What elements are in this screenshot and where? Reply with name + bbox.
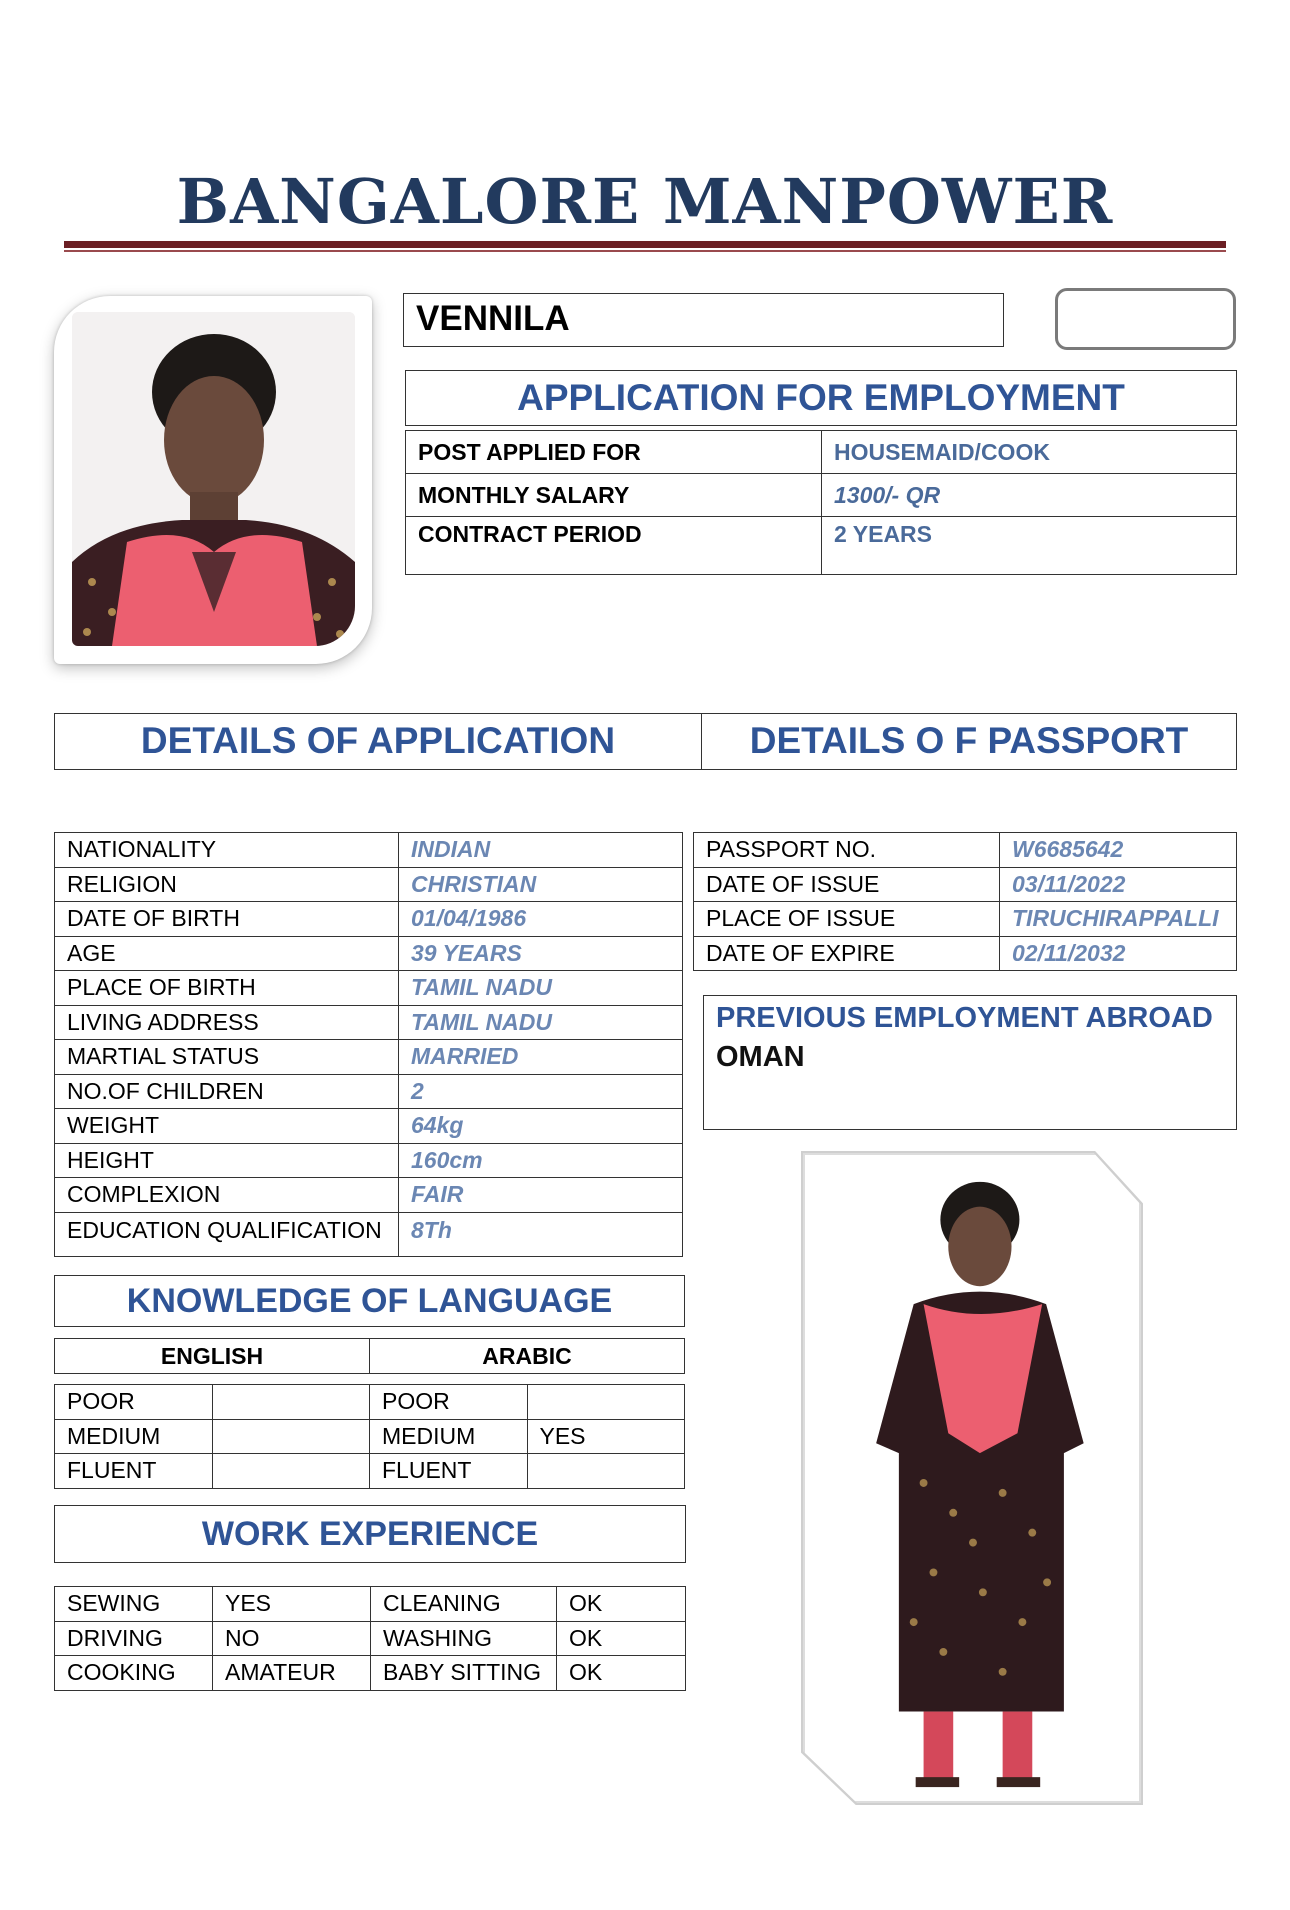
table-row <box>55 1074 683 1109</box>
post-label: POST APPLIED FOR <box>406 431 822 474</box>
language-heading: KNOWLEDGE OF LANGUAGE <box>54 1275 685 1327</box>
detail-label: MARTIAL STATUS <box>55 1040 399 1075</box>
table-row <box>55 1656 686 1691</box>
table-row <box>55 1385 685 1420</box>
table-row <box>55 902 683 937</box>
previous-employment-label: PREVIOUS EMPLOYMENT ABROAD <box>716 1002 1213 1034</box>
contract-value: 2 YEARS <box>822 517 1237 575</box>
arabic-header: ARABIC <box>370 1339 685 1374</box>
table-row <box>55 1005 683 1040</box>
details-passport-heading: DETAILS O F PASSPORT <box>701 713 1237 770</box>
arabic-level: FLUENT <box>370 1454 528 1489</box>
application-title: APPLICATION FOR EMPLOYMENT <box>405 370 1237 426</box>
table-row <box>55 833 683 868</box>
skill-label: WASHING <box>371 1621 557 1656</box>
post-value: HOUSEMAID/COOK <box>822 431 1237 474</box>
application-details-table <box>54 832 683 1257</box>
table-row <box>55 1178 683 1213</box>
table-row <box>55 1587 686 1622</box>
skill-label: DRIVING <box>55 1621 213 1656</box>
detail-value: 2 <box>399 1074 683 1109</box>
detail-value: 01/04/1986 <box>399 902 683 937</box>
table-row <box>55 1143 683 1178</box>
skill-value: YES <box>213 1587 371 1622</box>
full-length-photo <box>803 1153 1141 1803</box>
passport-label: DATE OF EXPIRE <box>694 936 1000 971</box>
detail-label: HEIGHT <box>55 1143 399 1178</box>
skill-value: NO <box>213 1621 371 1656</box>
arabic-level: POOR <box>370 1385 528 1420</box>
table-row <box>55 1419 685 1454</box>
table-row <box>406 517 1237 575</box>
table-row <box>694 867 1237 902</box>
english-level: POOR <box>55 1385 213 1420</box>
detail-label: LIVING ADDRESS <box>55 1005 399 1040</box>
detail-label: NATIONALITY <box>55 833 399 868</box>
detail-label: WEIGHT <box>55 1109 399 1144</box>
arabic-level: MEDIUM <box>370 1419 528 1454</box>
candidate-name: VENNILA <box>403 293 1004 347</box>
table-row <box>406 431 1237 474</box>
english-level: FLUENT <box>55 1454 213 1489</box>
passport-label: DATE OF ISSUE <box>694 867 1000 902</box>
skill-value: OK <box>557 1621 686 1656</box>
previous-employment-box <box>703 995 1237 1130</box>
detail-value: 64kg <box>399 1109 683 1144</box>
detail-value: INDIAN <box>399 833 683 868</box>
english-level: MEDIUM <box>55 1419 213 1454</box>
skill-value: OK <box>557 1656 686 1691</box>
previous-employment-value: OMAN <box>716 1041 805 1073</box>
salary-value: 1300/- QR <box>822 474 1237 517</box>
detail-value: TAMIL NADU <box>399 1005 683 1040</box>
table-row <box>694 902 1237 937</box>
arabic-value <box>527 1385 685 1420</box>
table-row <box>694 936 1237 971</box>
table-row <box>55 936 683 971</box>
skill-value: OK <box>557 1587 686 1622</box>
language-header-table <box>54 1338 685 1374</box>
brand-title: BANGALORE MANPOWER <box>176 165 1114 238</box>
detail-label: RELIGION <box>55 867 399 902</box>
language-table <box>54 1384 685 1489</box>
passport-label: PASSPORT NO. <box>694 833 1000 868</box>
detail-value: CHRISTIAN <box>399 867 683 902</box>
header-divider <box>64 241 1226 248</box>
detail-value: 160cm <box>399 1143 683 1178</box>
skill-label: BABY SITTING <box>371 1656 557 1691</box>
detail-value: 8Th <box>399 1212 683 1256</box>
detail-value: TAMIL NADU <box>399 971 683 1006</box>
reference-box <box>1055 288 1236 350</box>
arabic-value <box>527 1454 685 1489</box>
table-row <box>55 1212 683 1256</box>
passport-label: PLACE OF ISSUE <box>694 902 1000 937</box>
skill-label: COOKING <box>55 1656 213 1691</box>
details-application-heading: DETAILS OF APPLICATION <box>54 713 702 770</box>
english-value <box>212 1385 370 1420</box>
passport-value: 02/11/2032 <box>1000 936 1237 971</box>
english-value <box>212 1454 370 1489</box>
contract-label: CONTRACT PERIOD <box>406 517 822 575</box>
skill-label: SEWING <box>55 1587 213 1622</box>
salary-label: MONTHLY SALARY <box>406 474 822 517</box>
detail-label: NO.OF CHILDREN <box>55 1074 399 1109</box>
detail-label: DATE OF BIRTH <box>55 902 399 937</box>
table-row <box>406 474 1237 517</box>
passport-value: 03/11/2022 <box>1000 867 1237 902</box>
detail-value: 39 YEARS <box>399 936 683 971</box>
detail-label: AGE <box>55 936 399 971</box>
table-row <box>55 1040 683 1075</box>
detail-label: COMPLEXION <box>55 1178 399 1213</box>
detail-label: PLACE OF BIRTH <box>55 971 399 1006</box>
skill-value: AMATEUR <box>213 1656 371 1691</box>
english-value <box>212 1419 370 1454</box>
arabic-value: YES <box>527 1419 685 1454</box>
skill-label: CLEANING <box>371 1587 557 1622</box>
passport-value: W6685642 <box>1000 833 1237 868</box>
work-experience-heading: WORK EXPERIENCE <box>54 1505 686 1563</box>
portrait-photo <box>72 312 355 646</box>
table-row <box>694 833 1237 868</box>
table-row <box>55 971 683 1006</box>
detail-value: FAIR <box>399 1178 683 1213</box>
table-row <box>55 867 683 902</box>
table-row <box>55 1454 685 1489</box>
table-row <box>55 1339 685 1374</box>
detail-value: MARRIED <box>399 1040 683 1075</box>
passport-details-table <box>693 832 1237 971</box>
work-experience-table <box>54 1586 686 1691</box>
passport-value: TIRUCHIRAPPALLI <box>1000 902 1237 937</box>
english-header: ENGLISH <box>55 1339 370 1374</box>
detail-label: EDUCATION QUALIFICATION <box>55 1212 399 1256</box>
header-divider-thin <box>64 250 1226 252</box>
table-row <box>55 1621 686 1656</box>
table-row <box>55 1109 683 1144</box>
post-table <box>405 430 1237 575</box>
